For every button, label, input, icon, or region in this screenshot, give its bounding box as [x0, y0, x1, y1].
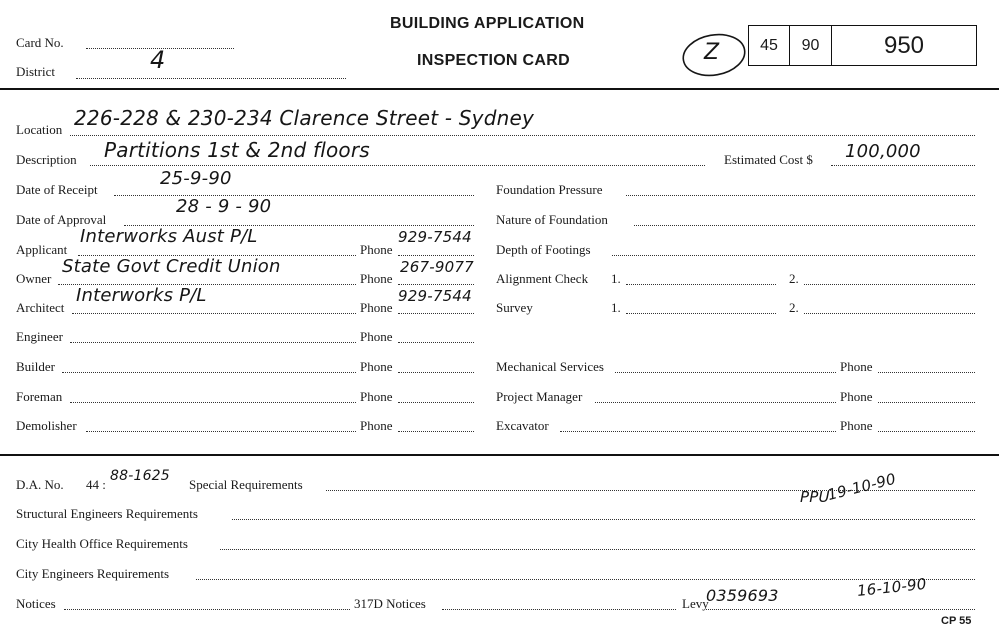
da-label: D.A. No.: [16, 477, 64, 492]
structural-label: Structural Engineers Requirements: [16, 506, 198, 521]
applicant-phone-value: 929-7544: [398, 228, 472, 246]
structural-line[interactable]: [232, 519, 975, 520]
code-box-3-value: 950: [883, 31, 925, 59]
architect-line[interactable]: [72, 313, 356, 314]
alignment-num-1: 1.: [611, 271, 621, 286]
architect-phone-value: 929-7544: [398, 287, 472, 305]
demolisher-label: Demolisher: [16, 418, 77, 433]
project-manager-label: Project Manager: [496, 389, 583, 404]
notices-line[interactable]: [64, 609, 350, 610]
excavator-phone-line[interactable]: [878, 431, 975, 432]
ppu-note: PPU: [800, 488, 830, 506]
alignment-check-label: Alignment Check: [496, 271, 589, 286]
survey-num-2: 2.: [789, 300, 799, 315]
applicant-phone-label: Phone: [360, 242, 393, 257]
foreman-phone-label: Phone: [360, 389, 393, 404]
health-line[interactable]: [220, 549, 975, 550]
date-receipt-line[interactable]: [114, 195, 474, 196]
alignment-num-2: 2.: [789, 271, 799, 286]
location-line[interactable]: [70, 135, 975, 136]
survey-label: Survey: [496, 300, 533, 315]
district-line[interactable]: [76, 78, 346, 79]
survey-line-1[interactable]: [626, 313, 776, 314]
owner-value: State Govt Credit Union: [62, 256, 281, 277]
estimated-cost-label: Estimated Cost $: [724, 152, 813, 167]
circle-mark-text: Z: [704, 40, 720, 65]
location-value: 226-228 & 230-234 Clarence Street - Sydney: [74, 106, 535, 130]
builder-phone-line[interactable]: [398, 372, 474, 373]
levy-line[interactable]: [706, 609, 975, 610]
levy-value: 0359693: [706, 586, 779, 605]
description-value: Partitions 1st & 2nd floors: [104, 138, 370, 162]
mechanical-phone-label: Phone: [840, 359, 873, 374]
builder-line[interactable]: [62, 372, 356, 373]
engineer-phone-line[interactable]: [398, 342, 474, 343]
builder-phone-label: Phone: [360, 359, 393, 374]
survey-line-2[interactable]: [804, 313, 975, 314]
levy-label: Levy: [682, 596, 709, 611]
header-divider: [0, 88, 999, 90]
applicant-label: Applicant: [16, 242, 68, 257]
date-approval-label: Date of Approval: [16, 212, 107, 227]
da-prefix: 44 :: [86, 477, 106, 492]
date-approval-value: 28 - 9 - 90: [176, 196, 272, 217]
special-req-label: Special Requirements: [189, 477, 303, 492]
project-manager-phone-line[interactable]: [878, 402, 975, 403]
depth-footings-label: Depth of Footings: [496, 242, 591, 257]
ppu-date: 19-10-90: [825, 469, 898, 504]
engineer-label: Engineer: [16, 329, 63, 344]
district-label: District: [16, 64, 55, 79]
notices-317d-line[interactable]: [442, 609, 676, 610]
demolisher-line[interactable]: [86, 431, 356, 432]
nature-foundation-line[interactable]: [634, 225, 975, 226]
form-title-line1: BUILDING APPLICATION: [390, 15, 585, 32]
builder-label: Builder: [16, 359, 55, 374]
foreman-phone-line[interactable]: [398, 402, 474, 403]
code-box-2: [789, 25, 832, 66]
code-box-1: [748, 25, 790, 66]
alignment-line-1[interactable]: [626, 284, 776, 285]
excavator-label: Excavator: [496, 418, 549, 433]
code-box-2-value: 90: [801, 36, 820, 54]
architect-phone-label: Phone: [360, 300, 393, 315]
form-title-line2: INSPECTION CARD: [417, 52, 570, 69]
owner-label: Owner: [16, 271, 52, 286]
code-box-3: [831, 25, 977, 66]
foreman-line[interactable]: [70, 402, 356, 403]
project-manager-line[interactable]: [595, 402, 836, 403]
mechanical-label: Mechanical Services: [496, 359, 604, 374]
lower-divider: [0, 454, 999, 456]
notices-label: Notices: [16, 596, 56, 611]
estimated-cost-value: 100,000: [845, 141, 921, 162]
date-receipt-value: 25-9-90: [160, 168, 232, 189]
date-receipt-label: Date of Receipt: [16, 182, 98, 197]
description-label: Description: [16, 152, 77, 167]
engineer-phone-label: Phone: [360, 329, 393, 344]
notices-317d-label: 317D Notices: [354, 596, 426, 611]
engineer-line[interactable]: [70, 342, 356, 343]
owner-phone-label: Phone: [360, 271, 393, 286]
demolisher-phone-line[interactable]: [398, 431, 474, 432]
nature-foundation-label: Nature of Foundation: [496, 212, 608, 227]
architect-value: Interworks P/L: [76, 285, 207, 306]
engineers-label: City Engineers Requirements: [16, 566, 170, 581]
foreman-label: Foreman: [16, 389, 63, 404]
survey-num-1: 1.: [611, 300, 621, 315]
card-no-label: Card No.: [16, 35, 64, 50]
district-value: 4: [150, 46, 166, 74]
architect-phone-line[interactable]: [398, 313, 474, 314]
applicant-value: Interworks Aust P/L: [80, 226, 258, 247]
da-value: 88-1625: [110, 468, 170, 484]
excavator-line[interactable]: [560, 431, 836, 432]
depth-footings-line[interactable]: [612, 255, 975, 256]
estimated-cost-line[interactable]: [831, 165, 975, 166]
demolisher-phone-label: Phone: [360, 418, 393, 433]
form-code: CP 55: [941, 615, 972, 627]
foundation-pressure-line[interactable]: [626, 195, 975, 196]
applicant-phone-line[interactable]: [398, 255, 474, 256]
mechanical-phone-line[interactable]: [878, 372, 975, 373]
excavator-phone-label: Phone: [840, 418, 873, 433]
foundation-pressure-label: Foundation Pressure: [496, 182, 603, 197]
description-line[interactable]: [90, 165, 705, 166]
code-box-1-value: 45: [760, 36, 778, 54]
owner-phone-value: 267-9077: [400, 258, 474, 276]
health-label: City Health Office Requirements: [16, 536, 188, 551]
levy-date: 16-10-90: [856, 574, 928, 600]
project-manager-phone-label: Phone: [840, 389, 873, 404]
owner-phone-line[interactable]: [398, 284, 474, 285]
alignment-line-2[interactable]: [804, 284, 975, 285]
engineers-line[interactable]: [196, 579, 975, 580]
mechanical-line[interactable]: [615, 372, 836, 373]
architect-label: Architect: [16, 300, 65, 315]
location-label: Location: [16, 122, 63, 137]
